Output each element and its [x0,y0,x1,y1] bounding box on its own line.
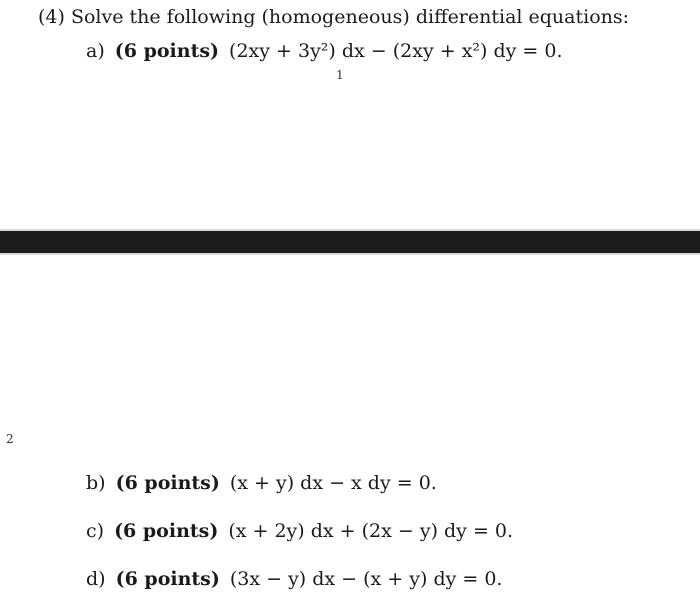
part-c [86,520,513,542]
question-heading [38,6,629,28]
points-label: (6 points) [115,472,220,494]
equation: (2xy + 3y²) dx − (2xy + x²) dy = 0. [229,40,563,62]
question-prompt: Solve the following (homogeneous) differential equations: [70,6,630,28]
points-label: (6 points) [114,520,219,542]
equation: (x + 2y) dx + (2x − y) dy = 0. [228,520,514,542]
equation: (3x − y) dx − (x + y) dy = 0. [229,568,503,590]
question-number: (4) [38,6,65,28]
part-label: b) [86,472,106,494]
points-label: (6 points) [114,40,220,62]
part-b [86,472,437,494]
part-label: d) [86,568,106,590]
equation: (x + y) dx − x dy = 0. [229,472,437,494]
part-a [86,40,563,62]
page-number: 2 [6,432,14,446]
part-d [86,568,502,590]
part-label: a) [86,40,105,62]
page-number: 1 [336,68,344,82]
points-label: (6 points) [115,568,220,590]
page-break-edge [0,253,700,255]
page-break-divider [0,231,700,253]
part-label: c) [86,520,105,542]
